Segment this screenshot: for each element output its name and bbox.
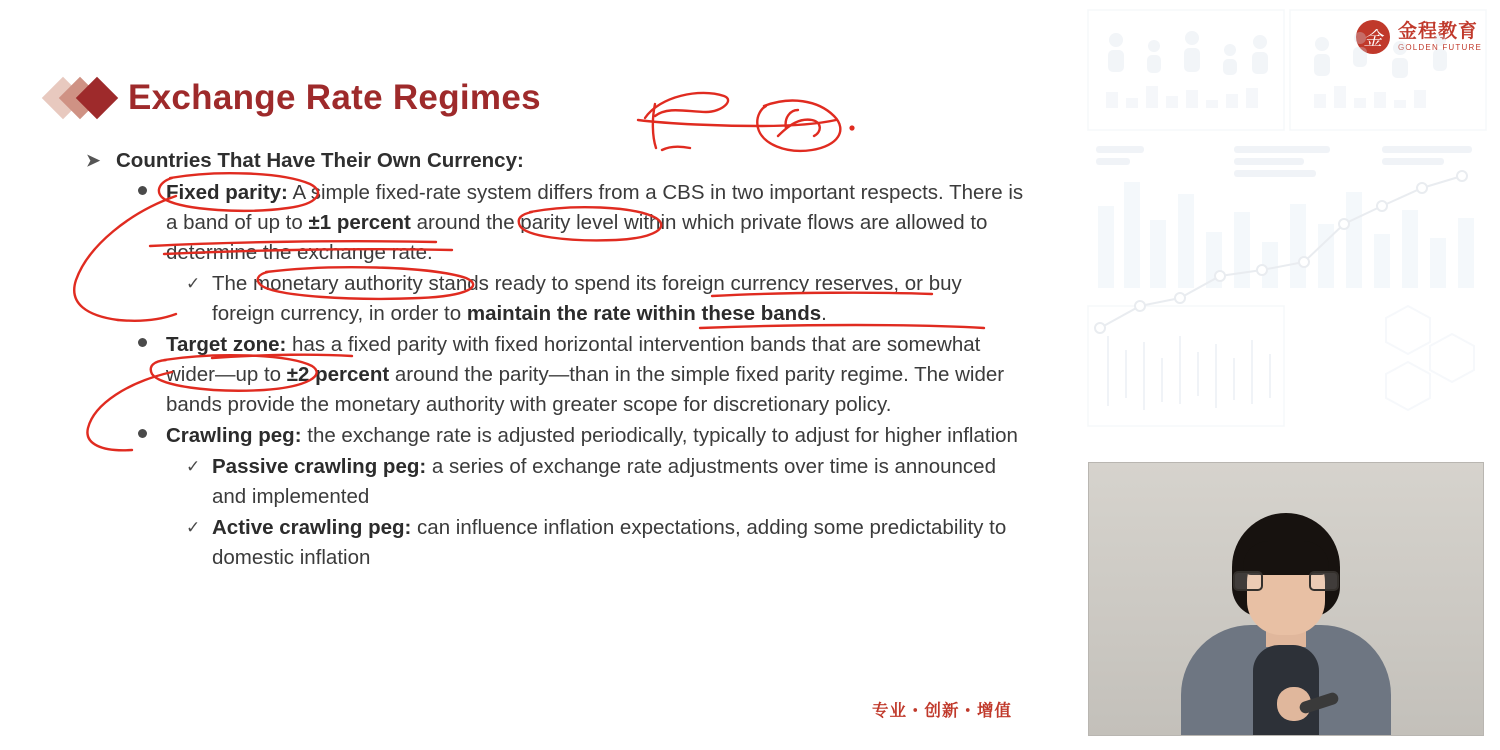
brand-name-en: GOLDEN FUTURE [1397, 42, 1482, 52]
list-item-active-crawling-peg [78, 513, 1028, 573]
target-zone-emphasis: ±2 percent [286, 363, 390, 386]
list-item-countries [78, 146, 1028, 176]
active-crawling-peg-text: can influence inflation expectations, adding some predictability to domestic inflation [212, 516, 1007, 569]
target-zone-label: Target zone: [166, 333, 287, 356]
right-panel [1072, 0, 1500, 750]
decorative-infographic [1082, 6, 1490, 446]
presenter-video[interactable] [1088, 462, 1484, 736]
fixed-parity-text-1: A simple fixed-rate system differs from a CBS in two important respects. There is a band of up to [166, 181, 1024, 234]
list-item-label: Countries That Have Their Own Currency: [116, 149, 524, 172]
target-zone-text-1: has a fixed parity with fixed horizontal intervention bands that are somewhat wider—up to [166, 333, 981, 386]
slide-body [78, 146, 1028, 574]
crawling-peg-label: Crawling peg: [166, 424, 302, 447]
list-item-crawling-peg [78, 421, 1028, 451]
list-item-fixed-parity [78, 178, 1028, 268]
check-bullet-icon: ✓ [186, 274, 201, 293]
active-crawling-peg-label: Active crawling peg: [212, 516, 412, 539]
fixed-parity-emphasis: ±1 percent [308, 211, 411, 234]
check-bullet-icon: ✓ [186, 457, 201, 476]
dot-bullet-icon [138, 186, 147, 195]
slide-title-row [48, 78, 541, 118]
list-item-target-zone [78, 330, 1028, 420]
arrow-bullet-icon: ➤ [86, 151, 101, 170]
page-title: Exchange Rate Regimes [128, 78, 541, 117]
monetary-authority-text-1: The monetary authority stands ready to spend its foreign currency reserves, or buy foreign currency, in order to [212, 272, 962, 325]
target-zone-text-2: around the parity—than in the simple fixed parity regime. The wider bands provide the monetary authority with greater scope for discretionary policy. [166, 363, 1005, 416]
passive-crawling-peg-text: a series of exchange rate adjustments over time is announced and implemented [212, 455, 996, 508]
brand-name-cn: 金程教育 [1397, 20, 1478, 42]
passive-crawling-peg-label: Passive crawling peg: [212, 455, 427, 478]
avatar [1181, 585, 1391, 735]
diamond-decoration-icon [48, 78, 114, 118]
list-item-monetary-authority [78, 269, 1028, 329]
crawling-peg-text: the exchange rate is adjusted periodically, typically to adjust for higher inflation [301, 424, 1018, 447]
brand-seal-icon: 金 [1356, 20, 1390, 54]
footer-slogan: 专业・创新・增值 [872, 702, 1012, 720]
list-item-passive-crawling-peg [78, 452, 1028, 512]
check-bullet-icon: ✓ [186, 518, 201, 537]
fixed-parity-label: Fixed parity: [166, 181, 288, 204]
fixed-parity-text-2: around the parity level within which private flows are allowed to determine the exchange rate. [166, 211, 988, 264]
monetary-authority-text-2: . [821, 302, 827, 325]
dot-bullet-icon [138, 338, 147, 347]
dot-bullet-icon [138, 429, 147, 438]
monetary-authority-emphasis: maintain the rate within these bands [466, 302, 822, 325]
